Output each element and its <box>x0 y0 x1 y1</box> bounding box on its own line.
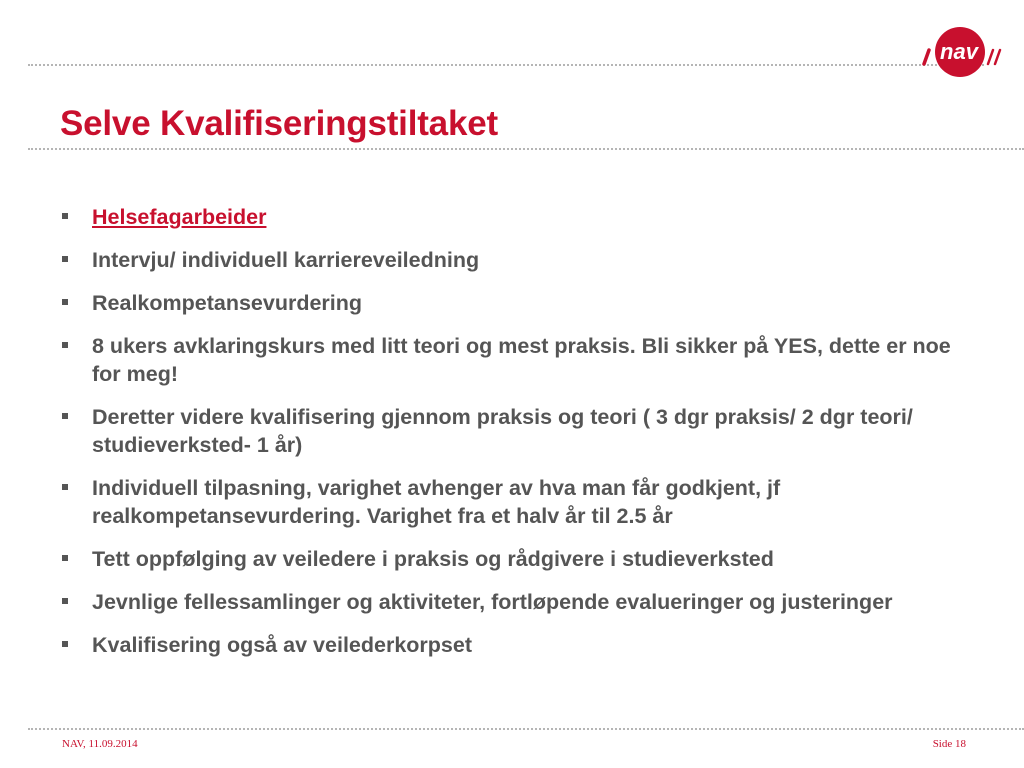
list-item <box>62 246 982 274</box>
footer-divider <box>28 728 1024 730</box>
square-bullet-icon <box>62 484 68 490</box>
list-item-text: Realkompetansevurdering <box>92 291 363 315</box>
square-bullet-icon <box>62 299 68 305</box>
list-item-text: Jevnlige fellessamlinger og aktiviteter, fortløpende evalueringer og justeringer <box>92 590 893 614</box>
square-bullet-icon <box>62 641 68 647</box>
list-item <box>62 631 982 659</box>
list-item <box>62 403 982 459</box>
helsefagarbeider-link[interactable]: Helsefagarbeider <box>92 205 267 229</box>
list-item <box>62 474 982 530</box>
footer-date: NAV, 11.09.2014 <box>62 738 138 750</box>
list-item-text: 8 ukers avklaringskurs med litt teori og mest praksis. Bli sikker på YES, dette er noe for meg! <box>92 334 951 386</box>
list-item-text: Kvalifisering også av veilederkorpset <box>92 633 472 657</box>
list-item <box>62 289 982 317</box>
square-bullet-icon <box>62 213 68 219</box>
list-item <box>62 588 982 616</box>
list-item-text: Intervju/ individuell karriereveiledning <box>92 248 480 272</box>
list-item <box>62 332 982 388</box>
list-item <box>62 203 982 231</box>
nav-logo <box>922 26 1012 86</box>
nav-logo-wordmark: nav <box>940 39 978 64</box>
square-bullet-icon <box>62 256 68 262</box>
list-item-text: Individuell tilpasning, varighet avhenger av hva man får godkjent, jf realkompetansevurdering. Varighet fra et halv år til 2.5 år <box>92 476 781 528</box>
square-bullet-icon <box>62 342 68 348</box>
header-divider <box>28 64 984 66</box>
slide-title: Selve Kvalifiseringstiltaket <box>60 104 498 143</box>
list-item <box>62 545 982 573</box>
page-number: Side 18 <box>932 738 966 750</box>
square-bullet-icon <box>62 413 68 419</box>
title-divider <box>28 148 1024 150</box>
bullet-list <box>62 203 982 674</box>
square-bullet-icon <box>62 555 68 561</box>
list-item-text: Deretter videre kvalifisering gjennom praksis og teori ( 3 dgr praksis/ 2 dgr teori/ studieverksted- 1 år) <box>92 405 913 457</box>
list-item-text: Tett oppfølging av veiledere i praksis og rådgivere i studieverksted <box>92 547 774 571</box>
square-bullet-icon <box>62 598 68 604</box>
